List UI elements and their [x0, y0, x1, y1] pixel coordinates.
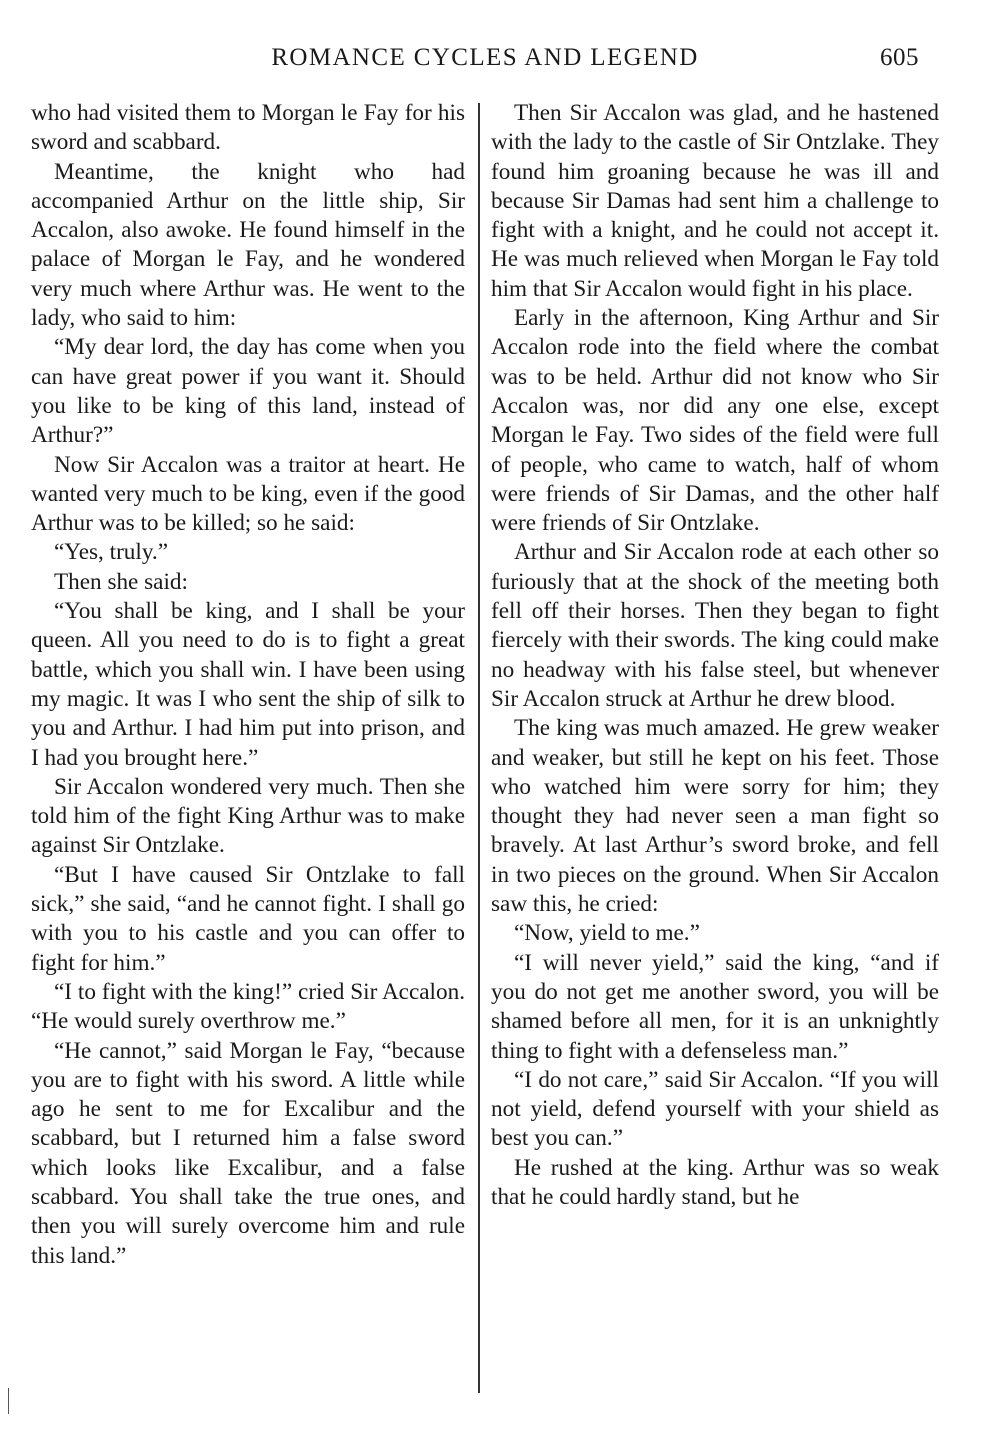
paragraph: “Now, yield to me.” [514, 920, 700, 947]
paragraph: “You shall be king, and I shall be your queen. All you need to do is to fight a great battle, which you shall win. I have been using my magic. It was I who sent the ship of silk to you and Arthur. I had him put into prison, and I had you brought here.” [31, 598, 465, 771]
paragraph: “Yes, truly.” [54, 539, 168, 566]
paragraph: “He cannot,” said Morgan le Fay, “because you are to fight with his sword. A little while ago he sent to me for Excalibur and the scabbard, but I returned him a false sword which looks like Excalibur, and a false scabbard. You shall take the true ones, and then you will surely overcome him and rule this land.” [31, 1037, 465, 1269]
paragraph: Sir Accalon wondered very much. Then she told him of the fight King Arthur was to make against Sir Ontzlake. [31, 773, 465, 859]
right-column [491, 99, 939, 1212]
paragraph: “But I have caused Sir Ontzlake to fall sick,” she said, “and he cannot fight. I shall go with you to his castle and you can offer to fight for him.” [31, 861, 465, 976]
paragraph: Then Sir Accalon was glad, and he hastened with the lady to the castle of Sir Ontzlake. They found him groaning because he was ill and because Sir Damas had sent him a challenge to fight with a knight, and he could not accept it. He was much relieved when Morgan le Fay told him that Sir Accalon would fight in his place. [491, 100, 939, 302]
paragraph: “I do not care,” said Sir Accalon. “If you will not yield, defend yourself with your shield as best you can.” [491, 1066, 939, 1152]
paragraph: “I will never yield,” said the king, “and if you do not get me another sword, you will be shamed before all men, for it is an unknightly thing to fight with a defenseless man.” [491, 949, 939, 1064]
left-column [31, 99, 465, 1271]
paragraph: “I to fight with the king!” cried Sir Accalon. “He would surely overthrow me.” [31, 978, 465, 1035]
running-title: ROMANCE CYCLES AND LEGEND [271, 44, 699, 71]
paragraph: Early in the afternoon, King Arthur and Sir Accalon rode into the field where the combat was to be held. Arthur did not know who Sir Accalon was, nor did any one else, except Morgan le Fay. Two sides of the field were full of people, who came to watch, half of whom were friends of Sir Damas, and the other half were friends of Sir Ontzlake. [491, 305, 939, 537]
running-header [0, 44, 1000, 76]
paragraph: He rushed at the king. Arthur was so weak that he could hardly stand, but he [491, 1154, 939, 1210]
scan-edge-mark [8, 1388, 9, 1414]
paragraph: Arthur and Sir Accalon rode at each other so furiously that at the shock of the meeting both fell off their horses. Then they began to fight fiercely with their swords. The king could make no headway with his false steel, but whenever Sir Accalon struck at Arthur he drew blood. [491, 539, 939, 712]
paragraph: “My dear lord, the day has come when you can have great power if you want it. Should you like to be king of this land, instead of Arthur?” [31, 334, 465, 449]
page-number: 605 [880, 44, 919, 71]
paragraph: Meantime, the knight who had accompanied Arthur on the little ship, Sir Accalon, also awoke. He found himself in the palace of Morgan le Fay, and he wondered very much where Arthur was. He went to the lady, who said to him: [31, 158, 465, 332]
paragraph: who had visited them to Morgan le Fay for his sword and scabbard. [31, 100, 465, 156]
paragraph: Now Sir Accalon was a traitor at heart. He wanted very much to be king, even if the good Arthur was to be killed; so he said: [31, 451, 465, 537]
paragraph: Then she said: [54, 568, 188, 595]
column-divider [478, 103, 480, 1393]
paragraph: The king was much amazed. He grew weaker and weaker, but still he kept on his feet. Those who watched him were sorry for him; they thought they had never seen a man fight so bravely. At last Arthur’s sword broke, and fell in two pieces on the ground. When Sir Accalon saw this, he cried: [491, 715, 939, 918]
